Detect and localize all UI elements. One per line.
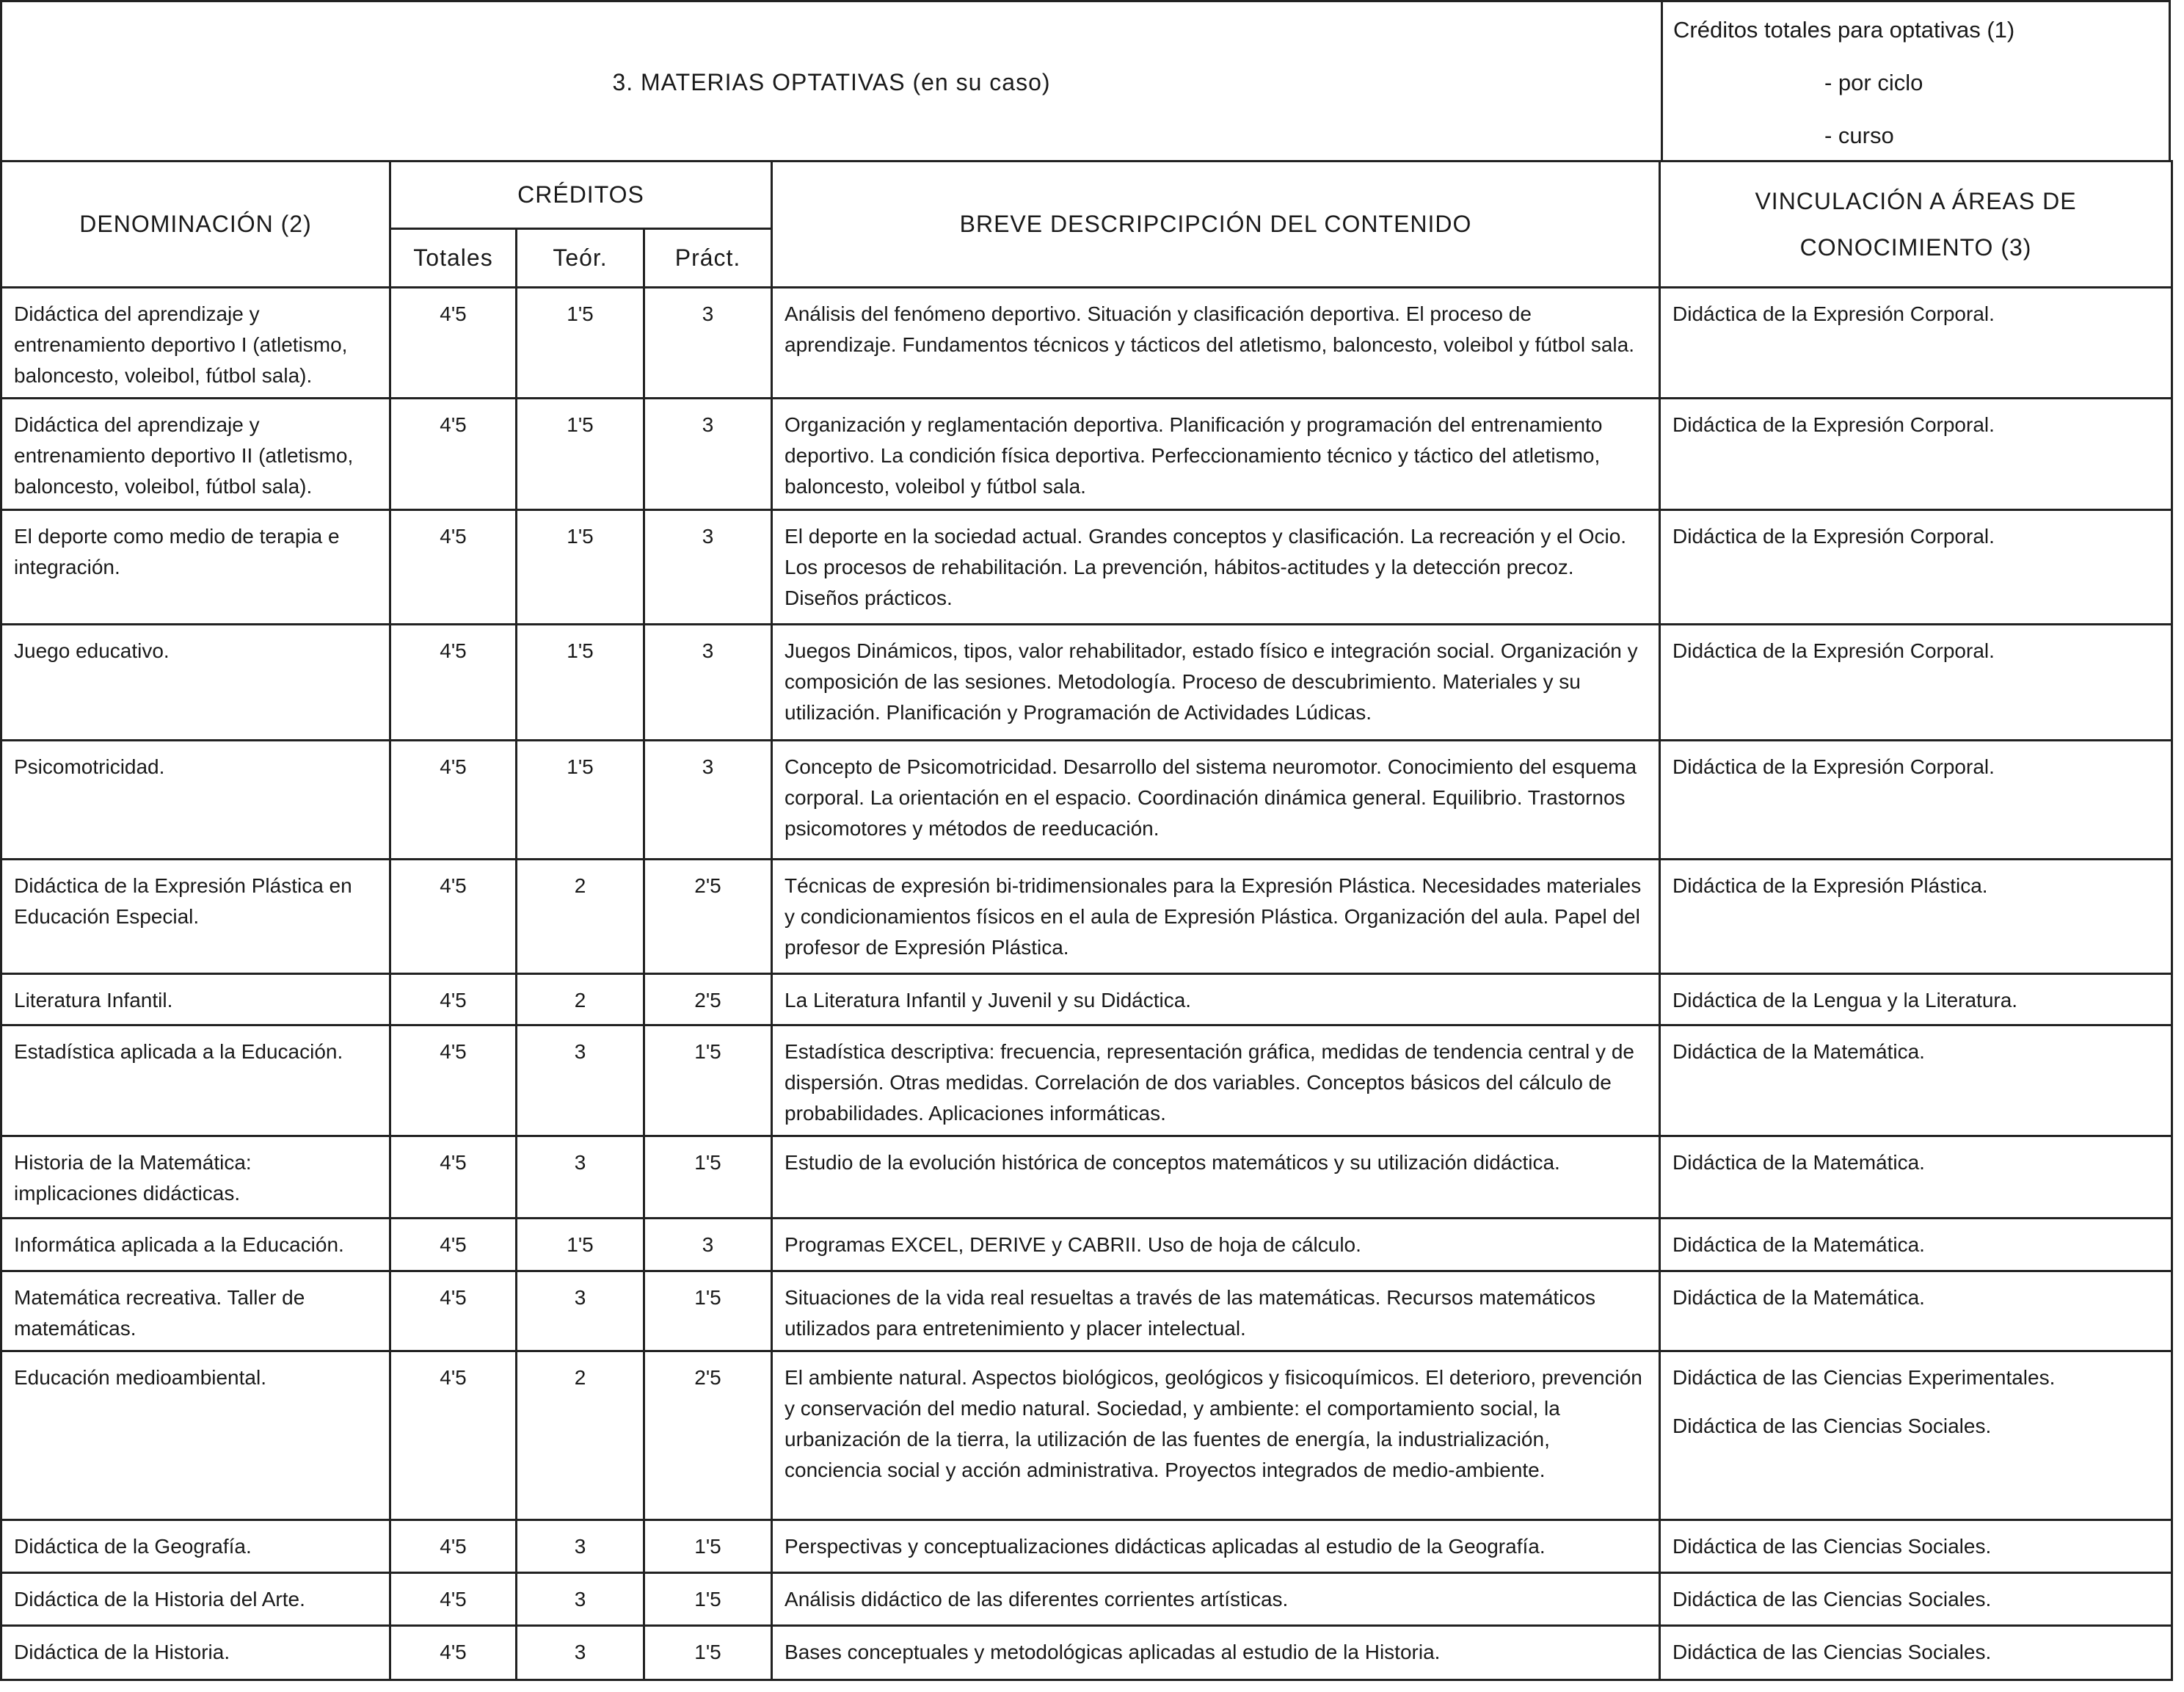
col-header-credits: CRÉDITOS: [390, 161, 772, 229]
subject-description: Análisis didáctico de las diferentes corrientes artísticas.: [772, 1573, 1660, 1626]
subject-description: Perspectivas y conceptualizaciones didácticas aplicadas al estudio de la Geografía.: [772, 1520, 1660, 1573]
knowledge-area-text: Didáctica de las Ciencias Sociales.: [1672, 1641, 1992, 1663]
knowledge-area: [1660, 1219, 2172, 1271]
subjects-table-body: [1, 288, 2172, 1680]
knowledge-area-text: Didáctica de la Matemática.: [1672, 1151, 1925, 1174]
credits-practice: 1'5: [644, 1271, 772, 1351]
credits-total: 4'5: [390, 1626, 517, 1680]
credits-practice: 1'5: [644, 1626, 772, 1680]
knowledge-area-text-secondary: Didáctica de las Ciencias Sociales.: [1672, 1415, 1992, 1437]
table-row: [1, 399, 2172, 510]
credits-practice: 3: [644, 741, 772, 860]
credits-total: 4'5: [390, 1219, 517, 1271]
credits-total: 4'5: [390, 1136, 517, 1219]
subject-description: El ambiente natural. Aspectos biológicos, geológicos y fisicoquímicos. El deterioro, prevención y conservación del medio natural. Sociedad, y ambiente: el comportamiento social, la urbanización de la tierra, la utilización de las fuentes de energía, la industrialización, conciencia social y acción administrativa. Proyectos integrados de medio-ambiente.: [772, 1351, 1660, 1520]
optional-credits-box: [1661, 2, 2173, 162]
credits-total: 4'5: [390, 1025, 517, 1136]
subject-name: Didáctica de la Historia.: [1, 1626, 390, 1680]
credits-total: 4'5: [390, 1271, 517, 1351]
table-row: [1, 1136, 2172, 1219]
subject-description: Concepto de Psicomotricidad. Desarrollo del sistema neuromotor. Conocimiento del esquema corporal. La orientación en el espacio. Coordinación dinámica general. Equilibrio. Trastornos psicomotores y métodos de reeducación.: [772, 741, 1660, 860]
col-header-name: DENOMINACIÓN (2): [1, 161, 390, 288]
optional-credits-title: Créditos totales para optativas (1): [1673, 17, 2015, 43]
subject-name: Didáctica de la Geografía.: [1, 1520, 390, 1573]
subjects-table: [0, 160, 2173, 1681]
table-row: [1, 1626, 2172, 1680]
credits-total: 4'5: [390, 741, 517, 860]
credits-practice: 3: [644, 1219, 772, 1271]
col-header-area-line1: VINCULACIÓN A ÁREAS DE: [1755, 187, 2077, 214]
credits-total: 4'5: [390, 1351, 517, 1520]
knowledge-area-text: Didáctica de la Matemática.: [1672, 1040, 1925, 1063]
credits-theory: 3: [517, 1136, 644, 1219]
credits-total: 4'5: [390, 510, 517, 625]
table-row: [1, 741, 2172, 860]
knowledge-area-text: Didáctica de las Ciencias Sociales.: [1672, 1535, 1992, 1558]
table-row: [1, 1520, 2172, 1573]
optional-credits-course: - curso: [1824, 123, 1894, 148]
knowledge-area: [1660, 1626, 2172, 1680]
credits-total: 4'5: [390, 625, 517, 741]
credits-total: 4'5: [390, 399, 517, 510]
credits-practice: 1'5: [644, 1025, 772, 1136]
table-row: [1, 510, 2172, 625]
table-row: [1, 625, 2172, 741]
credits-practice: 2'5: [644, 974, 772, 1025]
credits-practice: 2'5: [644, 860, 772, 974]
knowledge-area: [1660, 288, 2172, 399]
subject-name: Informática aplicada a la Educación.: [1, 1219, 390, 1271]
knowledge-area: [1660, 1351, 2172, 1520]
knowledge-area-text: Didáctica de la Lengua y la Literatura.: [1672, 989, 2018, 1012]
credits-theory: 1'5: [517, 399, 644, 510]
credits-practice: 1'5: [644, 1520, 772, 1573]
credits-theory: 3: [517, 1025, 644, 1136]
knowledge-area-text: Didáctica de la Matemática.: [1672, 1233, 1925, 1256]
knowledge-area: [1660, 625, 2172, 741]
knowledge-area-text: Didáctica de las Ciencias Sociales.: [1672, 1588, 1992, 1611]
table-row: [1, 1351, 2172, 1520]
credits-theory: 2: [517, 860, 644, 974]
subject-description: Bases conceptuales y metodológicas aplicadas al estudio de la Historia.: [772, 1626, 1660, 1680]
credits-theory: 3: [517, 1573, 644, 1626]
subject-description: Programas EXCEL, DERIVE y CABRII. Uso de hoja de cálculo.: [772, 1219, 1660, 1271]
knowledge-area-text: Didáctica de la Matemática.: [1672, 1286, 1925, 1309]
credits-total: 4'5: [390, 860, 517, 974]
table-row: [1, 1025, 2172, 1136]
credits-total: 4'5: [390, 1520, 517, 1573]
table-row: [1, 974, 2172, 1025]
credits-theory: 1'5: [517, 741, 644, 860]
knowledge-area: [1660, 510, 2172, 625]
credits-theory: 3: [517, 1520, 644, 1573]
table-row: [1, 860, 2172, 974]
credits-total: 4'5: [390, 1573, 517, 1626]
subject-description: Situaciones de la vida real resueltas a través de las matemáticas. Recursos matemáticos utilizados para entretenimiento y placer intelectual.: [772, 1271, 1660, 1351]
knowledge-area-text: Didáctica de la Expresión Plástica.: [1672, 874, 1988, 897]
knowledge-area: [1660, 1520, 2172, 1573]
knowledge-area-text: Didáctica de la Expresión Corporal.: [1672, 755, 1995, 778]
optional-credits-cycle: - por ciclo: [1824, 70, 1923, 95]
subject-description: Análisis del fenómeno deportivo. Situación y clasificación deportiva. El proceso de aprendizaje. Fundamentos técnicos y tácticos del atletismo, baloncesto, voleibol y fútbol sala.: [772, 288, 1660, 399]
knowledge-area-text: Didáctica de la Expresión Corporal.: [1672, 413, 1995, 436]
knowledge-area: [1660, 1025, 2172, 1136]
table-row: [1, 1219, 2172, 1271]
subject-name: Literatura Infantil.: [1, 974, 390, 1025]
knowledge-area: [1660, 399, 2172, 510]
subject-description: La Literatura Infantil y Juvenil y su Didáctica.: [772, 974, 1660, 1025]
col-header-theory: Teór.: [517, 229, 644, 288]
subject-name: Didáctica del aprendizaje y entrenamiento deportivo II (atletismo, baloncesto, voleibol, fútbol sala).: [1, 399, 390, 510]
subject-description: Juegos Dinámicos, tipos, valor rehabilitador, estado físico e integración social. Organización y composición de las sesiones. Metodología. Proceso de descubrimiento. Materiales y su utilización. Planificación y Programación de Actividades Lúdicas.: [772, 625, 1660, 741]
subject-name: Didáctica de la Expresión Plástica en Educación Especial.: [1, 860, 390, 974]
table-row: [1, 1573, 2172, 1626]
subject-name: El deporte como medio de terapia e integración.: [1, 510, 390, 625]
credits-practice: 3: [644, 399, 772, 510]
subject-name: Historia de la Matemática: implicaciones didácticas.: [1, 1136, 390, 1219]
credits-theory: 1'5: [517, 510, 644, 625]
subject-name: Didáctica del aprendizaje y entrenamiento deportivo I (atletismo, baloncesto, voleibol, fútbol sala).: [1, 288, 390, 399]
credits-practice: 2'5: [644, 1351, 772, 1520]
credits-theory: 3: [517, 1271, 644, 1351]
knowledge-area: [1660, 1271, 2172, 1351]
credits-theory: 2: [517, 1351, 644, 1520]
subject-description: Estudio de la evolución histórica de conceptos matemáticos y su utilización didáctica.: [772, 1136, 1660, 1219]
table-row: [1, 288, 2172, 399]
subject-description: Técnicas de expresión bi-tridimensionales para la Expresión Plástica. Necesidades materiales y condicionamientos físicos en el aula de Expresión Plástica. Organización del aula. Papel del profesor de Expresión Plástica.: [772, 860, 1660, 974]
col-header-area: [1660, 161, 2172, 288]
section-title: 3. MATERIAS OPTATIVAS (en su caso): [612, 68, 1051, 95]
subject-description: Organización y reglamentación deportiva. Planificación y programación del entrenamiento deportivo. La condición física deportiva. Perfeccionamiento técnico y táctico del atletismo, baloncesto, voleibol y fútbol sala.: [772, 399, 1660, 510]
col-header-total: Totales: [390, 229, 517, 288]
knowledge-area-text: Didáctica de las Ciencias Experimentales.: [1672, 1366, 2056, 1389]
credits-theory: 1'5: [517, 1219, 644, 1271]
credits-practice: 1'5: [644, 1573, 772, 1626]
knowledge-area-text: Didáctica de la Expresión Corporal.: [1672, 525, 1995, 548]
credits-theory: 1'5: [517, 625, 644, 741]
table-row: [1, 1271, 2172, 1351]
subject-description: El deporte en la sociedad actual. Grandes conceptos y clasificación. La recreación y el Ocio. Los procesos de rehabilitación. La prevención, hábitos-actitudes y la detección precoz. Diseños prácticos.: [772, 510, 1660, 625]
subject-name: Educación medioambiental.: [1, 1351, 390, 1520]
credits-practice: 1'5: [644, 1136, 772, 1219]
credits-practice: 3: [644, 510, 772, 625]
section-header: [0, 0, 2171, 160]
knowledge-area: [1660, 860, 2172, 974]
col-header-area-line2: CONOCIMIENTO (3): [1799, 233, 2032, 261]
credits-theory: 1'5: [517, 288, 644, 399]
knowledge-area: [1660, 741, 2172, 860]
credits-theory: 2: [517, 974, 644, 1025]
col-header-description: BREVE DESCRIPCIPCIÓN DEL CONTENIDO: [772, 161, 1660, 288]
credits-practice: 3: [644, 625, 772, 741]
knowledge-area: [1660, 1136, 2172, 1219]
credits-total: 4'5: [390, 288, 517, 399]
subject-name: Estadística aplicada a la Educación.: [1, 1025, 390, 1136]
subject-name: Didáctica de la Historia del Arte.: [1, 1573, 390, 1626]
knowledge-area-text: Didáctica de la Expresión Corporal.: [1672, 639, 1995, 662]
subject-description: Estadística descriptiva: frecuencia, representación gráfica, medidas de tendencia central y de dispersión. Otras medidas. Correlación de dos variables. Conceptos básicos del cálculo de probabilidades. Aplicaciones informáticas.: [772, 1025, 1660, 1136]
knowledge-area: [1660, 974, 2172, 1025]
subject-name: Matemática recreativa. Taller de matemáticas.: [1, 1271, 390, 1351]
knowledge-area-text: Didáctica de la Expresión Corporal.: [1672, 302, 1995, 325]
knowledge-area: [1660, 1573, 2172, 1626]
credits-total: 4'5: [390, 974, 517, 1025]
credits-theory: 3: [517, 1626, 644, 1680]
subject-name: Psicomotricidad.: [1, 741, 390, 860]
credits-practice: 3: [644, 288, 772, 399]
col-header-practice: Práct.: [644, 229, 772, 288]
subject-name: Juego educativo.: [1, 625, 390, 741]
